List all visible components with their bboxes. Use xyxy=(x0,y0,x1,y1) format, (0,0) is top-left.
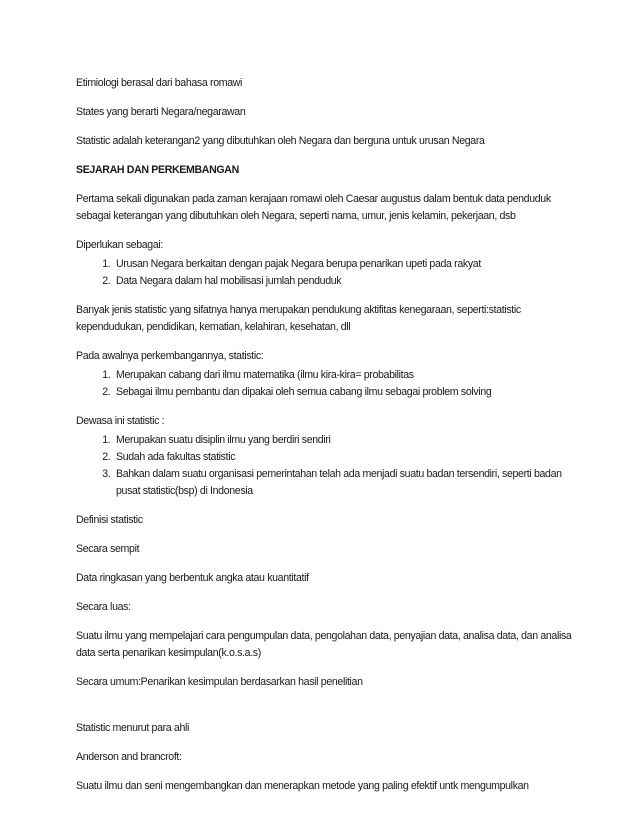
narrow-sense-label: Secara sempit xyxy=(76,543,140,555)
present-day-list xyxy=(76,432,576,500)
list-item: 2. Sebagai ilmu pembantu dan dipakai oleh semua cabang ilmu sebagai problem solving xyxy=(113,384,576,401)
statistic-definition-line: Statistic adalah keterangan2 yang dibutuhkan oleh Negara dan berguna untuk urusan Negara xyxy=(76,135,485,147)
general-sense-line: Secara umum:Penarikan kesimpulan berdasarkan hasil penelitian xyxy=(76,676,363,688)
present-day-label: Dewasa ini statistic : xyxy=(76,415,165,427)
needed-list xyxy=(76,256,576,290)
needed-as-label: Diperlukan sebagai: xyxy=(76,239,163,251)
document-page xyxy=(76,75,576,807)
list-item: 1. Urusan Negara berkaitan dengan pajak Negara berupa penarikan upeti pada rakyat xyxy=(113,256,576,273)
definition-label: Definisi statistic xyxy=(76,514,143,526)
etymology-line: Etimiologi berasal dari bahasa romawi xyxy=(76,77,243,89)
anderson-definition: Suatu ilmu dan seni mengembangkan dan menerapkan metode yang paling efektif untk mengumpulkan xyxy=(76,780,529,792)
anderson-label: Anderson and brancroft: xyxy=(76,751,182,763)
blank-line xyxy=(76,703,576,720)
section-heading: SEJARAH DAN PERKEMBANGAN xyxy=(76,164,239,176)
experts-heading: Statistic menurut para ahli xyxy=(76,722,190,734)
list-item: 2. Data Negara dalam hal mobilisasi jumlah penduduk xyxy=(113,273,576,290)
list-item: 2. Sudah ada fakultas statistic xyxy=(113,449,576,466)
early-development-list xyxy=(76,367,576,401)
list-item: 1. Merupakan cabang dari ilmu matematika (ilmu kira-kira= probabilitas xyxy=(113,367,576,384)
broad-sense-definition: Suatu ilmu yang mempelajari cara pengumpulan data, pengolahan data, penyajian data, analisa data, dan analisa data serta penarikan kesimpulan(k.o.s.a.s) xyxy=(76,630,572,659)
list-item: 1. Merupakan suatu disiplin ilmu yang berdiri sendiri xyxy=(113,432,576,449)
list-item: 3. Bahkan dalam suatu organisasi pemerintahan telah ada menjadi suatu badan tersendiri, seperti badan pusat statistic(bsp) di Indonesia xyxy=(113,466,576,500)
states-line: States yang berarti Negara/negarawan xyxy=(76,106,246,118)
narrow-sense-definition: Data ringkasan yang berbentuk angka atau kuantitatif xyxy=(76,572,309,584)
history-paragraph: Pertama sekali digunakan pada zaman kerajaan romawi oleh Caesar augustus dalam bentuk data penduduk sebagai keterangan yang dibutuhkan oleh Negara, seperti nama, umur, jenis kelamin, pekerjaan, dsb xyxy=(76,193,551,222)
statistic-types-paragraph: Banyak jenis statistic yang sifatnya hanya merupakan pendukung aktifitas kenegaraan, seperti:statistic kependudukan, pendidikan, kematian, kelahiran, kesehatan, dll xyxy=(76,304,521,333)
broad-sense-label: Secara luas: xyxy=(76,601,131,613)
early-development-label: Pada awalnya perkembangannya, statistic: xyxy=(76,350,264,362)
